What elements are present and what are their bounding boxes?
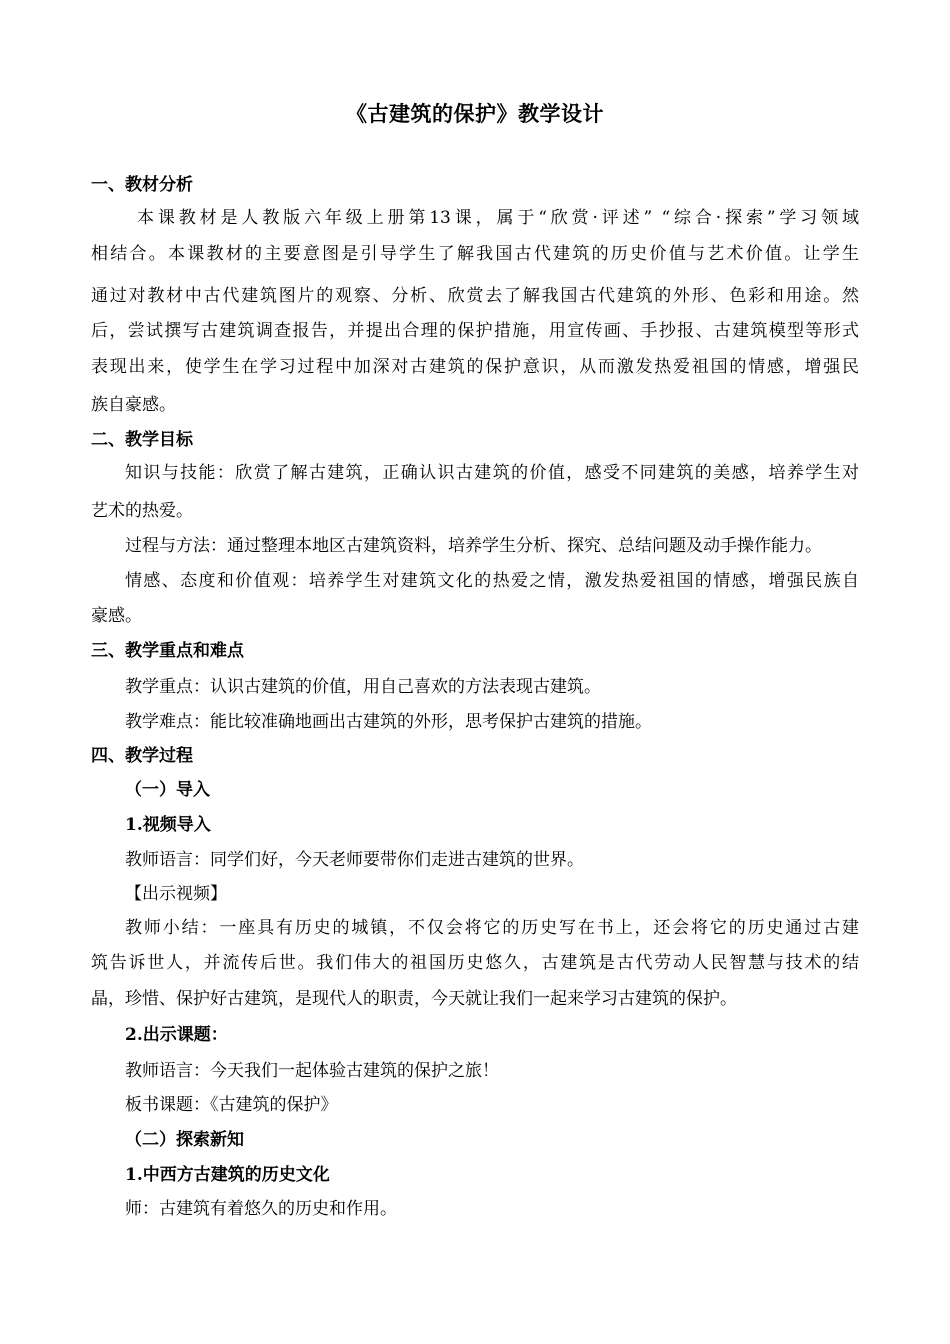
paragraph-line: 教学难点：能比较准确地画出古建筑的外形，思考保护古建筑的措施。 (125, 712, 652, 732)
paragraph-line: 过程与方法：通过整理本地区古建筑资料，培养学生分析、探究、总结问题及动手操作能力。 (125, 536, 822, 556)
paragraph-line: 豪感。 (91, 606, 142, 626)
section-heading-2: 二、教学目标 (91, 430, 193, 450)
paragraph-line: 师：古建筑有着悠久的历史和作用。 (125, 1199, 397, 1219)
subsection-heading: （二）探索新知 (125, 1130, 244, 1150)
paragraph-line: 筑告诉世人，并流传后世。我们伟大的祖国历史悠久，古建筑是古代劳动人民智慧与技术的结 (91, 953, 859, 973)
item-heading: 1.中西方古建筑的历史文化 (125, 1165, 330, 1185)
paragraph-line: 情感、态度和价值观：培养学生对建筑文化的热爱之情，激发热爱祖国的情感，增强民族自 (125, 571, 859, 591)
paragraph-line: 教师语言：今天我们一起体验古建筑的保护之旅！ (125, 1061, 499, 1081)
paragraph-line: 通过对教材中古代建筑图片的观察、分析、欣赏去了解我国古代建筑的外形、色彩和用途。然 (91, 286, 859, 306)
section-heading-4: 四、教学过程 (91, 746, 193, 766)
paragraph-line: 本课教材是人教版六年级上册第13课，属于“欣赏·评述” “综合·探索”学习领域 (137, 208, 859, 228)
paragraph-line: 艺术的热爱。 (91, 501, 193, 521)
paragraph-line: 板书课题：《古建筑的保护》 (125, 1095, 338, 1115)
paragraph-line: 【出示视频】 (125, 884, 227, 904)
paragraph-line: 教师小结：一座具有历史的城镇，不仅会将它的历史写在书上，还会将它的历史通过古建 (125, 918, 859, 938)
paragraph-line: 族自豪感。 (91, 395, 176, 415)
document-title: 《古建筑的保护》教学设计 (346, 101, 604, 126)
section-heading-3: 三、教学重点和难点 (91, 641, 244, 661)
item-heading: 1.视频导入 (125, 815, 211, 835)
paragraph-line: 教学重点：认识古建筑的价值，用自己喜欢的方法表现古建筑。 (125, 677, 601, 697)
paragraph-line: 后，尝试撰写古建筑调查报告，并提出合理的保护措施，用宣传画、手抄报、古建筑模型等形式 (91, 321, 859, 341)
section-heading-1: 一、教材分析 (91, 175, 193, 195)
item-heading: 2.出示课题： (125, 1025, 228, 1045)
subsection-heading: （一）导入 (125, 780, 210, 800)
paragraph-line: 表现出来，使学生在学习过程中加深对古建筑的保护意识，从而激发热爱祖国的情感，增强民 (91, 357, 859, 377)
paragraph-line: 知识与技能：欣赏了解古建筑，正确认识古建筑的价值，感受不同建筑的美感，培养学生对 (125, 463, 859, 483)
paragraph-line: 相结合。本课教材的主要意图是引导学生了解我国古代建筑的历史价值与艺术价值。让学生 (91, 244, 859, 264)
paragraph-line: 晶，珍惜、保护好古建筑，是现代人的职责，今天就让我们一起来学习古建筑的保护。 (91, 989, 737, 1009)
paragraph-line: 教师语言：同学们好，今天老师要带你们走进古建筑的世界。 (125, 850, 584, 870)
